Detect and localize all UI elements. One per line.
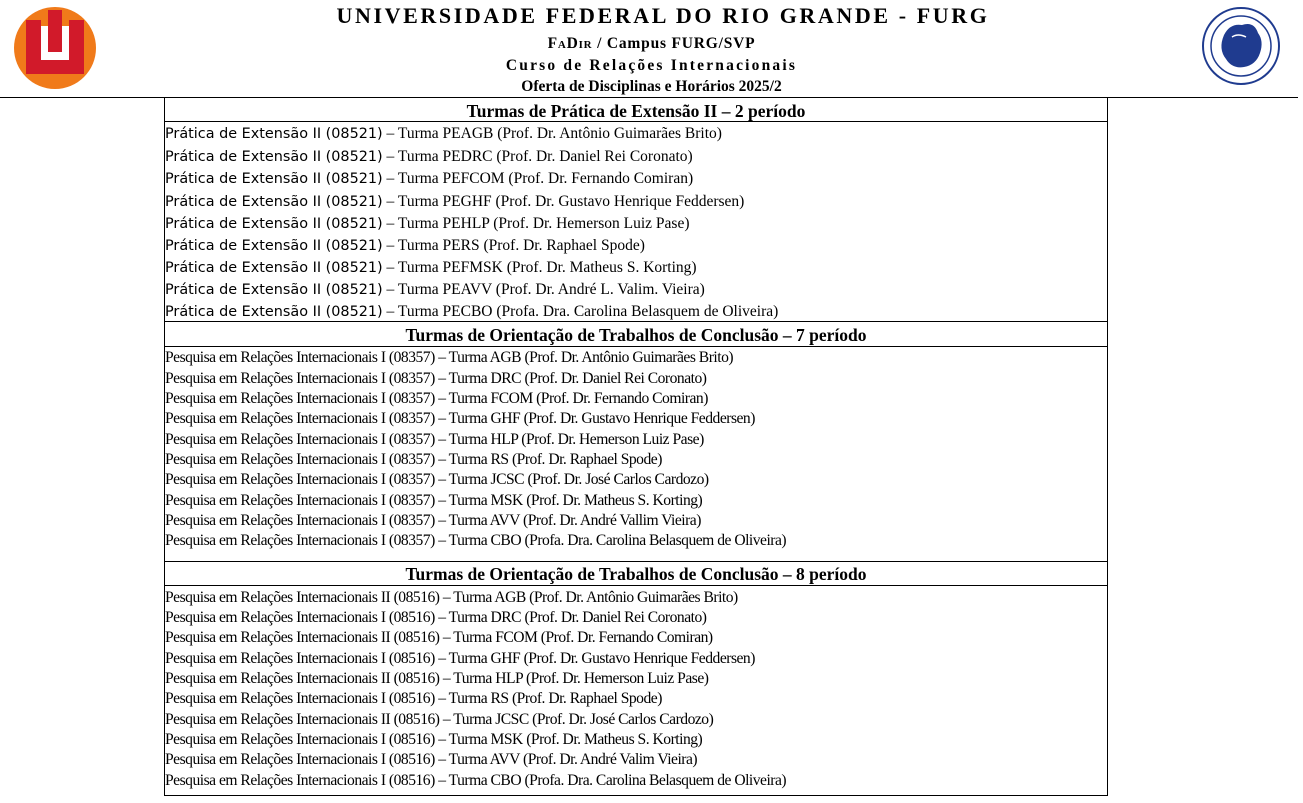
course-name: Prática de Extensão II (08521) [165,126,383,142]
table-row: Pesquisa em Relações Internacionais I (08516) – Turma GHF (Prof. Dr. Gustavo Henrique Feddersen) [165,650,755,667]
section-divider [165,346,1107,347]
table-row: Pesquisa em Relações Internacionais I (08357) – Turma FCOM (Prof. Dr. Fernando Comiran) [165,390,708,407]
class-info: – Turma PEFMSK (Prof. Dr. Matheus S. Korting) [382,259,697,276]
class-info: – Turma PEDRC (Prof. Dr. Daniel Rei Coronato) [382,148,693,165]
table-row: Pesquisa em Relações Internacionais I (08516) – Turma DRC (Prof. Dr. Daniel Rei Coronato) [165,609,707,626]
table-row [165,282,705,298]
table-row: Pesquisa em Relações Internacionais II (08516) – Turma FCOM (Prof. Dr. Fernando Comiran) [165,629,713,646]
table-row: Pesquisa em Relações Internacionais I (08357) – Turma AVV (Prof. Dr. André Vallim Vieira) [165,512,701,529]
table-row: Pesquisa em Relações Internacionais II (08516) – Turma HLP (Prof. Dr. Hemerson Luiz Pase) [165,670,709,687]
table-row [165,171,693,187]
table-row: Pesquisa em Relações Internacionais I (08357) – Turma JCSC (Prof. Dr. José Carlos Cardozo) [165,471,709,488]
offer-title: Oferta de Disciplinas e Horários 2025/2 [521,78,782,95]
course-name: Prática de Extensão II (08521) [165,282,383,298]
course-name: Prática de Extensão II (08521) [165,216,383,232]
table-row: Pesquisa em Relações Internacionais I (08357) – Turma AGB (Prof. Dr. Antônio Guimarães Brito) [165,349,734,366]
table-row: Pesquisa em Relações Internacionais I (08516) – Turma RS (Prof. Dr. Raphael Spode) [165,690,662,707]
faculty-abbrev: FaDir [547,35,593,52]
class-info: – Turma PEHLP (Prof. Dr. Hemerson Luiz Pase) [382,215,690,232]
table-row: Pesquisa em Relações Internacionais I (08516) – Turma AVV (Prof. Dr. André Valim Vieira) [165,751,698,768]
table-row [165,149,693,165]
campus-name: / Campus FURG/SVP [592,35,756,52]
table-row [165,304,778,320]
section-divider [165,561,1107,562]
table-row: Pesquisa em Relações Internacionais II (08516) – Turma AGB (Prof. Dr. Antônio Guimarães Brito) [165,589,738,606]
faculty-campus [0,35,1303,53]
course-name: Prática de Extensão II (08521) [165,171,383,187]
section-divider [165,121,1107,122]
course-name: Curso de Relações Internacionais [505,57,798,74]
course-name: Prática de Extensão II (08521) [165,238,383,254]
course-name: Prática de Extensão II (08521) [165,260,383,276]
class-info: – Turma PEAGB (Prof. Dr. Antônio Guimarães Brito) [382,125,722,142]
table-row: Pesquisa em Relações Internacionais II (08516) – Turma JCSC (Prof. Dr. José Carlos Cardozo) [165,711,714,728]
table-row: Pesquisa em Relações Internacionais I (08357) – Turma RS (Prof. Dr. Raphael Spode) [165,451,662,468]
table-row [165,194,744,210]
table-row [165,126,722,142]
table-row [165,216,690,232]
course-name: Prática de Extensão II (08521) [165,304,383,320]
university-name: UNIVERSIDADE FEDERAL DO RIO GRANDE - FURG [336,3,990,28]
table-row: Pesquisa em Relações Internacionais I (08357) – Turma HLP (Prof. Dr. Hemerson Luiz Pase) [165,431,704,448]
section-divider [165,585,1107,586]
table-row: Pesquisa em Relações Internacionais I (08516) – Turma MSK (Prof. Dr. Matheus S. Korting) [165,731,703,748]
class-info: – Turma PEGHF (Prof. Dr. Gustavo Henrique Feddersen) [382,193,745,210]
table-row: Pesquisa em Relações Internacionais I (08357) – Turma GHF (Prof. Dr. Gustavo Henrique Feddersen) [165,410,755,427]
table-row [165,260,697,276]
section-title: Turmas de Orientação de Trabalhos de Conclusão – 7 período [405,325,867,345]
course-name: Prática de Extensão II (08521) [165,194,383,210]
table-row: Pesquisa em Relações Internacionais I (08357) – Turma MSK (Prof. Dr. Matheus S. Korting) [165,492,703,509]
class-info: – Turma PEAVV (Prof. Dr. André L. Valim. Vieira) [382,281,705,298]
course-name: Prática de Extensão II (08521) [165,149,383,165]
table-row: Pesquisa em Relações Internacionais I (08357) – Turma CBO (Profa. Dra. Carolina Belasquem de Oliveira) [165,532,787,549]
class-info: – Turma PERS (Prof. Dr. Raphael Spode) [382,237,645,254]
table-row [165,238,645,254]
section-title: Turmas de Prática de Extensão II – 2 período [466,101,806,121]
schedule-table [164,97,1108,796]
section-divider [165,321,1107,322]
class-info: – Turma PECBO (Profa. Dra. Carolina Belasquem de Oliveira) [382,303,779,320]
section-title: Turmas de Orientação de Trabalhos de Conclusão – 8 período [405,564,867,584]
class-info: – Turma PEFCOM (Prof. Dr. Fernando Comiran) [382,170,694,187]
table-row: Pesquisa em Relações Internacionais I (08516) – Turma CBO (Profa. Dra. Carolina Belasquem de Oliveira) [165,772,787,789]
table-row: Pesquisa em Relações Internacionais I (08357) – Turma DRC (Prof. Dr. Daniel Rei Coronato) [165,370,707,387]
